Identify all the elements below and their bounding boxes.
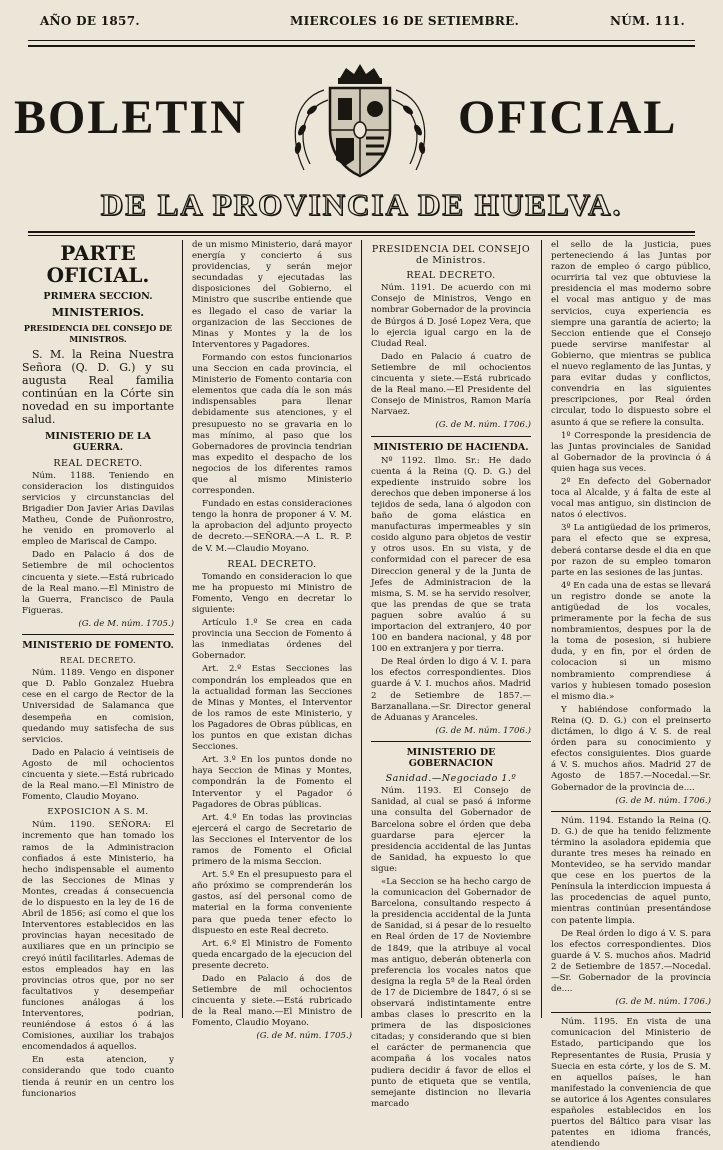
separator <box>371 741 531 742</box>
paragraph: Nº 1192. Ilmo. Sr.: He dado cuenta á la Reina (Q. D. G.) del expediente instruido sobre los derechos que deben imponerse á los tejidos de seda, lana ó algodon con baño de goma elástica en manufacturas impermeables y sin cosido alguno para objetos de vestir y otros usos. En su vista, y de conformidad con el parecer de esa Direccion general y de la Junta de Jefes de Administracion de la misma, S. M. se ha servido resolver, que las prendas de que se trata paguen sobre avalúo á su importacion del extranjero, 40 por 100 en bandera nacional, y 48 por 100 en extranjera y por tierra. <box>371 455 531 655</box>
column-1 <box>22 240 174 1099</box>
paragraph: 2º En defecto del Gobernador toca al Alcalde, y á falta de este al vocal mas antiguo, sin distincion de natos ó electivos. <box>551 476 711 521</box>
paragraph: Núm. 1190. SEÑORA: El incremento que han tomado los ramos de la Administracion confiados á este Ministerio, ha hecho indispensable el aumento de las Secciones de Minas y Montes, creadas á consecuencia de lo dispuesto en la ley de 16 de Abril de 1856; así como el que los Interventores establecidos en las provincias hayan necesitado de auxiliares que en un principio se creyó inútil facilitarles. Ademas de estos empleados hay en las provincias otros que, por no ser facultativos y desempeñar funciones análogas á los Interventores, podrian, reuniéndose á estos ó á las Comisiones, auxiliar los trabajos encomendados á aquellos. <box>22 820 174 1053</box>
subtitle-rule <box>28 231 695 233</box>
paragraph: de un mismo Ministerio, dará mayor energía y concierto á sus providencias, y serán mejor secundadas y ejecutadas las disposiciones del Gobierno, el Ministro que suscribe entiende que es llegado el caso de variar la organizacion de las Secciones de Minas y Montes y la de los Interventores y Pagadores. <box>192 240 352 350</box>
source-note: (G. de M. núm. 1706.) <box>615 997 711 1008</box>
fomento-heading: MINISTERIO DE FOMENTO. <box>22 639 174 651</box>
real-decreto-heading: REAL DECRETO. <box>59 656 137 666</box>
source-note: (G. de M. núm. 1706.) <box>615 795 711 806</box>
column-2 <box>192 240 352 1042</box>
paragraph: Art. 2.º Estas Secciones las compondrán los empleados que en la actualidad forman las Secciones de Minas y Montes, el Interventor de los ramos de este Ministerio, y los Pagadores de Obras públicas, en los puntos en que existan dichas Secciones. <box>192 664 352 753</box>
source-note: (G. de M. núm. 1705.) <box>78 618 174 629</box>
paragraph: 4º En cada una de estas se llevará un registro donde se anote la antigüedad de los vocales, primeramente por la fecha de sus nombramientos, despues por la de la toma de posesion, si hubiere duda, y en fin, por el órden de colocacion si un mismo nombramiento comprendiese á varios y hubiesen tomado posesion el mismo dia.» <box>551 580 711 702</box>
paragraph: Art. 5.º En el presupuesto para el año próximo se comprenderán los gastos, así del personal como de material en la forma conveniente para que pueda tener efecto lo dispuesto en este Real decreto. <box>192 870 352 936</box>
date-label: MIERCOLES 16 DE SETIEMBRE. <box>290 14 520 28</box>
paragraph: Art. 4.º En todas las provincias ejercerá el cargo de Secretario de las Secciones el Interventor de los ramos de Fomento el Oficial primero de la misma Seccion. <box>192 812 352 868</box>
paragraph: Artículo 1.º Se crea en cada provincia una Seccion de Fomento á las inmediatas órdenes del Gobernador. <box>192 618 352 662</box>
top-rule-thick <box>28 45 695 47</box>
title-right: OFICIAL <box>458 91 678 144</box>
presidencia-heading: PRESIDENCIA DEL CONSEJO DE MINISTROS. <box>23 323 173 345</box>
paragraph: Art. 6.º El Ministro de Fomento queda encargado de la ejecucion del presente decreto. <box>192 938 352 971</box>
column-4 <box>551 240 711 1150</box>
real-decreto-heading: REAL DECRETO. <box>53 457 143 469</box>
top-rule <box>28 40 695 41</box>
paragraph: Tomando en consideracion lo que me ha propuesto mi Ministro de Fomento, Vengo en decretar lo siguiente: <box>192 571 352 615</box>
sanidad-heading: Sanidad.—Negociado 1.º <box>385 773 517 785</box>
subtitle: DE LA PROVINCIA DE HUELVA. <box>100 187 623 222</box>
parte-oficial-heading: PARTE OFICIAL. <box>46 241 150 287</box>
paragraph: «La Seccion se ha hecho cargo de la comunicacion del Gobernador de Barcelona, consultando respecto á la presidencia accidental de la Junta de Sanidad, si á pesar de lo resuelto en Real órden de 17 de Noviembre de 1849, que la atribuye al vocal mas antiguo, deberán obtenerla con preferencia los vocales natos que designa la regla 5ª de la Real órden de 17 de Diciembre de 1847, ó si se observará indistintamente entre ambas clases lo prescrito en la primera de las disposiciones citadas; y considerando que si bien el carácter de permanencia que acompaña á los vocales natos pudiera decidir á favor de ellos el punto de etiqueta que se ventila, semejante distincion no llevaria marcado <box>371 876 531 1109</box>
guerra-heading: MINISTERIO DE LA GUERRA. <box>44 431 152 454</box>
title-left: BOLETIN <box>14 91 247 144</box>
paragraph: Y habiéndose conformado la Reina (Q. D. G.) con el preinserto dictámen, lo digo á V. S. de real órden para su conocimiento y efectos consiguientes. Dios guarde á V. S. muchos años. Madrid 27 de Agosto de 1857.—Nocedal.—Sr. Gobernador de la provincia de.... <box>551 704 711 793</box>
paragraph: el sello de la justicia, pues perteneciendo á las Juntas por razon de empleo ó cargo público, ocurriria tal vez que obtuviese la presidencia el mas moderno sobre el vocal mas antiguo y de mas servicios, cuya experiencia es siempre una garantía de acierto; la Seccion entiende que el Consejo puede servirse manifestar al Gobierno, que mientras se publica el nuevo reglamento de las Juntas, y para evitar dudas y conflictos, convendria en las siguientes prescripciones, por Real órden circular, todo lo dispuesto sobre el asunto á que se refiere la consulta. <box>551 240 711 428</box>
paragraph: Núm. 1189. Vengo en disponer que D. Pablo Gonzalez Huebra cese en el cargo de Rector de la Universidad de Salamanca que desempeña en comision, quedando muy satisfecha de sus servicios. <box>22 668 174 745</box>
column-divider <box>182 240 183 1018</box>
subtitle-rule-thin <box>28 235 695 236</box>
paragraph: Núm. 1191. De acuerdo con mi Consejo de Ministros, Vengo en nombrar Gobernador de la provincia de Búrgos á D. José Lopez Vera, que lo ejercia igual cargo en la de Ciudad Real. <box>371 283 531 349</box>
paragraph: Núm. 1188. Teniendo en consideracion los distinguidos servicios y circunstancias del Brigadier Don Javier Arias Davilas Matheu, Conde de Puñonrostro, he venido en promoverlo al empleo de Mariscal de Campo. <box>22 470 174 548</box>
coat-of-arms-icon <box>284 60 436 188</box>
paragraph: Núm. 1193. El Consejo de Sanidad, al cual se pasó á informe una consulta del Gobernador de Barcelona sobre el órden que deba guardarse para ejercer la presidencia accidental de las Juntas de Sanidad, ha expuesto lo que sigue: <box>371 786 531 874</box>
lead-paragraph: S. M. la Reina Nuestra Señora (Q. D. G.) y su augusta Real familia continúan en la Córte sin novedad en su importante salud. <box>22 348 174 427</box>
column-divider <box>541 240 542 1018</box>
source-note: (G. de M. núm. 1706.) <box>435 420 531 431</box>
paragraph: Dado en Palacio á dos de Setiembre de mil ochocientos cincuenta y siete.—Está rubricado de la Real mano.—El Ministro de Fomento, Claudio Moyano. <box>192 974 352 1029</box>
real-decreto-heading: REAL DECRETO. <box>227 558 317 570</box>
paragraph: Dado en Palacio á veintiseis de Agosto de mil ochocientos cincuenta y siete.—Está rubricado de la Real mano.—El Ministro de Fomento, Claudio Moyano. <box>22 747 174 803</box>
real-decreto-heading: REAL DECRETO. <box>406 270 496 282</box>
source-note: (G. de M. núm. 1705.) <box>256 1031 352 1042</box>
paragraph: Fundado en estas consideraciones tengo la honra de proponer á V. M. la aprobacion del adjunto proyecto de decreto.—SEÑORA.—A L. R. P. de V. M.—Claudio Moyano. <box>192 499 352 554</box>
hacienda-heading: MINISTERIO DE HACIENDA. <box>373 441 529 453</box>
ministerios-heading: MINISTERIOS. <box>51 306 145 320</box>
issue-number: NÚM. 111. <box>610 14 685 28</box>
presidencia-heading: PRESIDENCIA DEL CONSEJO de Ministros. <box>371 244 531 267</box>
paragraph: Dado en Palacio á dos de Setiembre de mil ochocientos cincuenta y siete.—Está rubricado de la Real mano.—El Ministro de la Guerra, Francisco de Paula Figueras. <box>22 550 174 616</box>
separator <box>551 811 711 812</box>
paragraph: 3º La antigüedad de los primeros, para el efecto que se expresa, deberá contarse desde el dia en que por razon de su empleo tomaron parte en las sesiones de las juntas. <box>551 523 711 578</box>
column-divider <box>361 240 362 1018</box>
column-3 <box>371 240 531 1109</box>
paragraph: Dado en Palacio á cuatro de Setiembre de mil ochocientos cincuenta y siete.—Está rubricado de la Real mano.—El Presidente del Consejo de Ministros, Ramon María Narvaez. <box>371 351 531 418</box>
separator <box>371 436 531 437</box>
masthead-info <box>28 14 695 32</box>
source-note: (G. de M. núm. 1706.) <box>435 725 531 736</box>
paragraph: De Real órden lo digo á V. I. para los efectos correspondientes. Dios guarde á V. I. muchos años. Madrid 2 de Setiembre de 1857.—Barzanallana.—Sr. Director general de Aduanas y Aranceles. <box>371 657 531 723</box>
gobernacion-heading: MINISTERIO DE GOBERNACION <box>406 746 496 770</box>
paragraph: Núm. 1194. Estando la Reina (Q. D. G.) de que ha tenido felizmente término la asoladora epidemia que durante tres meses ha reinado en Montevideo, se ha servido mandar que cese en los puertos de la Península la interdiccion impuesta á las procedencias de aquel punto, mientras continúan presentándose con patente limpia. <box>551 815 711 926</box>
paragraph: Formando con estos funcionarios una Seccion en cada provincia, el Ministerio de Fomento contaria con elementos que cada día le son más indispensables para llenar debidamente sus atenciones, y el presupuesto no se gravaria en lo mas mínimo, al paso que los Gobernadores de provincia tendrian mas expedito el despacho de los negocios de los diferentes ramos que al mismo Ministerio corresponden. <box>192 352 352 497</box>
separator <box>551 1012 711 1013</box>
separator <box>22 634 174 635</box>
year-label: AÑO DE 1857. <box>40 14 140 28</box>
paragraph: Núm. 1195. En vista de una comunicacion del Ministerio de Estado, participando que los Representantes de Rusia, Prusia y Suecia en esta córte, y los de S. M. en aquellos países, le han manifestado la conveniencia de que se autorice á los Agentes consulares españoles establecidos en los puertos del Báltico para visar las patentes en idioma francés, atendiendo <box>551 1017 711 1150</box>
paragraph: 1º Corresponde la presidencia de las Juntas provinciales de Sanidad al Gobernador de la provincia ó á quien haga sus veces. <box>551 430 711 474</box>
paragraph: Art. 3.º En los puntos donde no haya Seccion de Minas y Montes, compondrán la de Fomento el Interventor y el Pagador ó Pagadores de Obras públicas. <box>192 755 352 810</box>
exposicion-heading: EXPOSICION A S. M. <box>47 807 149 818</box>
paragraph: De Real órden lo digo á V. S. para los efectos correspondientes. Dios guarde á V. S. muchos años. Madrid 2 de Setiembre de 1857.—Nocedal.—Sr. Gobernador de la provincia de.... <box>551 928 711 995</box>
paragraph: En esta atencion, y considerando que todo cuanto tienda á reunir en un centro los funcionarios <box>22 1055 174 1099</box>
seccion-heading: PRIMERA SECCION. <box>43 291 153 302</box>
